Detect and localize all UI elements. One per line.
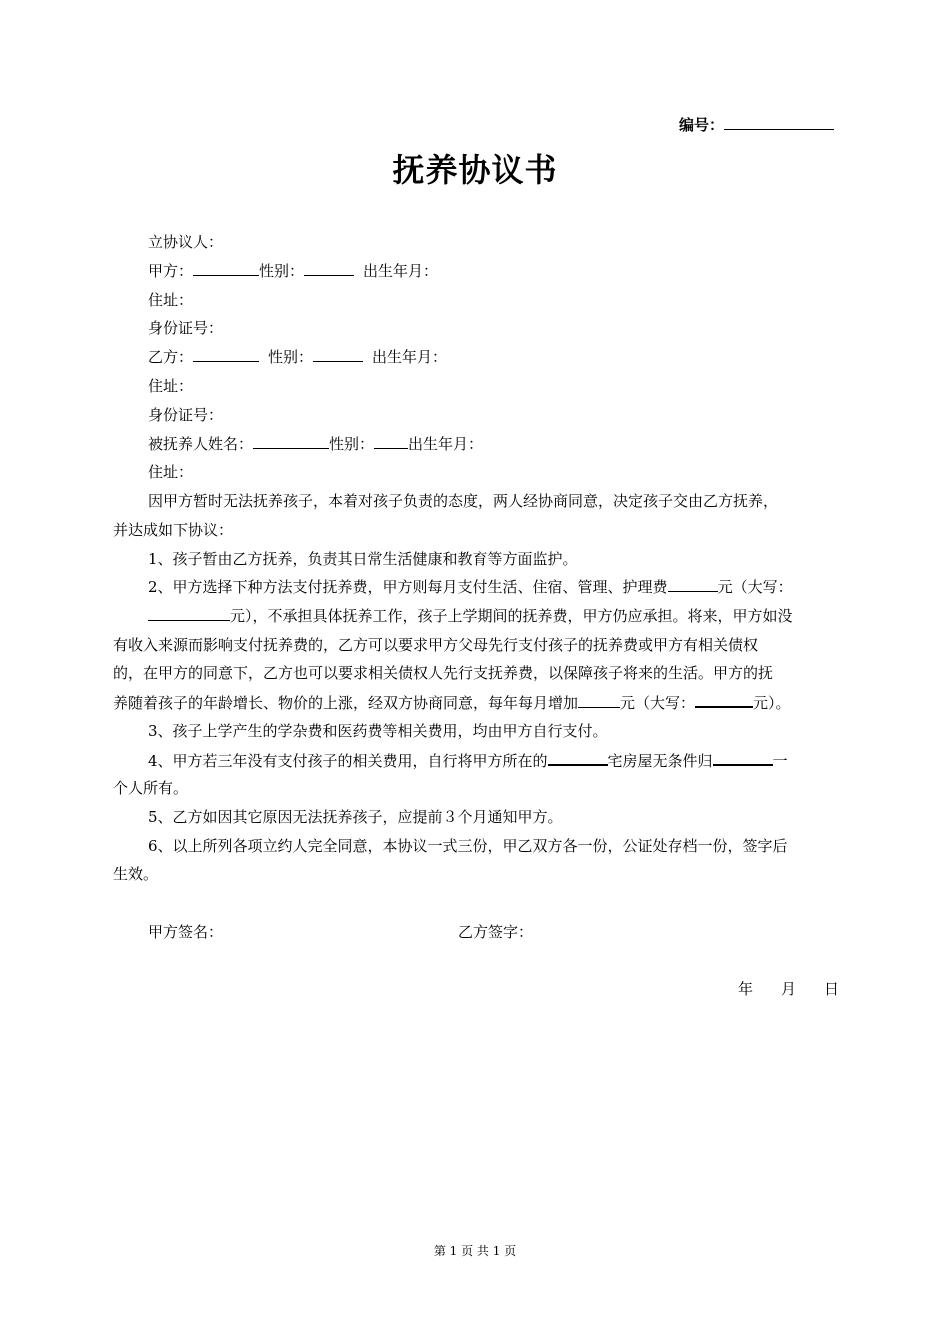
increase-amount-words-blank[interactable] — [695, 692, 753, 708]
monthly-fee-blank[interactable] — [668, 577, 718, 592]
party-a-signature[interactable]: 甲方签名： — [148, 923, 224, 941]
clause-3: 3、孩子上学产生的学杂费和医药费等相关费用，均由甲方自行支付。 — [148, 722, 608, 740]
clause-5: 5、乙方如因其它原因无法抚养孩子，应提前３个月通知甲方。 — [148, 808, 563, 826]
party-b-address: 住址： — [148, 377, 194, 395]
clause-2-line-3: 有收入来源而影响支付抚养费的，乙方可以要求甲方父母先行支付孩子的抚养费或甲方有相关债权 — [113, 636, 759, 654]
party-b-gender-blank[interactable] — [313, 347, 363, 362]
party-a-id: 身份证号： — [148, 319, 224, 337]
child-name-blank[interactable] — [253, 434, 329, 449]
clause-1: 1、孩子暂由乙方抚养，负责其日常生活健康和教育等方面监护。 — [148, 550, 578, 568]
party-b-row: 乙方： 性别： 出生年月： — [148, 348, 448, 366]
party-a-row: 甲方： 性别： 出生年月： — [148, 262, 439, 280]
clause-6-line-2: 生效。 — [113, 865, 159, 883]
page-footer: 第 1 页 共 1 页 — [433, 1244, 517, 1258]
party-a-name-blank[interactable] — [193, 261, 259, 276]
document-title: 抚养协议书 — [392, 151, 558, 189]
clause-2-line-4: 的，在甲方的同意下，乙方也可以要求相关债权人先行支抚养费，以保障孩子将来的生活。甲方的抚 — [113, 664, 774, 682]
child-gender-blank[interactable] — [374, 434, 408, 449]
party-a-gender-blank[interactable] — [304, 261, 354, 276]
serial-label: 编号： — [679, 116, 725, 134]
child-address: 住址： — [148, 463, 194, 481]
date-day: 日 — [824, 980, 840, 998]
party-b-id: 身份证号： — [148, 406, 224, 424]
monthly-fee-words-blank[interactable] — [148, 606, 230, 621]
serial-number — [679, 114, 834, 135]
signing-date — [738, 978, 839, 999]
increase-amount-blank[interactable] — [578, 693, 620, 708]
clause-2-line-2: 元），不承担具体抚养工作，孩子上学期间的抚养费，甲方仍应承担。将来，甲方如没 — [148, 606, 793, 626]
house-owner-blank[interactable] — [713, 750, 773, 766]
parties-intro: 立协议人： — [148, 233, 224, 251]
serial-blank[interactable] — [724, 115, 834, 130]
party-a-address: 住址： — [148, 291, 194, 309]
clause-2-line-5: 养随着孩子的年龄增长、物价的上涨，经双方协商同意，每年每月增加 元（大写： 元）。 — [113, 694, 791, 712]
child-row: 被抚养人姓名： 性别： 出生年月： — [148, 435, 484, 453]
party-b-signature[interactable]: 乙方签字： — [458, 923, 534, 941]
clause-2-line-1: 2、甲方选择下种方法支付抚养费，甲方则每月支付生活、住宿、管理、护理费 元（大写： — [148, 578, 793, 596]
intro-line-2: 并达成如下协议： — [113, 521, 234, 539]
date-year: 年 — [738, 980, 754, 998]
clause-4-line-1: 4、甲方若三年没有支付孩子的相关费用，自行将甲方所在的 宅房屋无条件归 一 — [148, 752, 788, 770]
date-month: 月 — [781, 980, 797, 998]
clause-6-line-1: 6、以上所列各项立约人完全同意，本协议一式三份，甲乙双方各一份，公证处存档一份，签字后 — [148, 837, 788, 855]
house-location-blank[interactable] — [548, 750, 608, 766]
party-b-name-blank[interactable] — [193, 347, 259, 362]
intro-line-1: 因甲方暂时无法抚养孩子，本着对孩子负责的态度，两人经协商同意，决定孩子交由乙方抚养， — [148, 492, 779, 510]
clause-4-line-2: 个人所有。 — [113, 779, 189, 797]
